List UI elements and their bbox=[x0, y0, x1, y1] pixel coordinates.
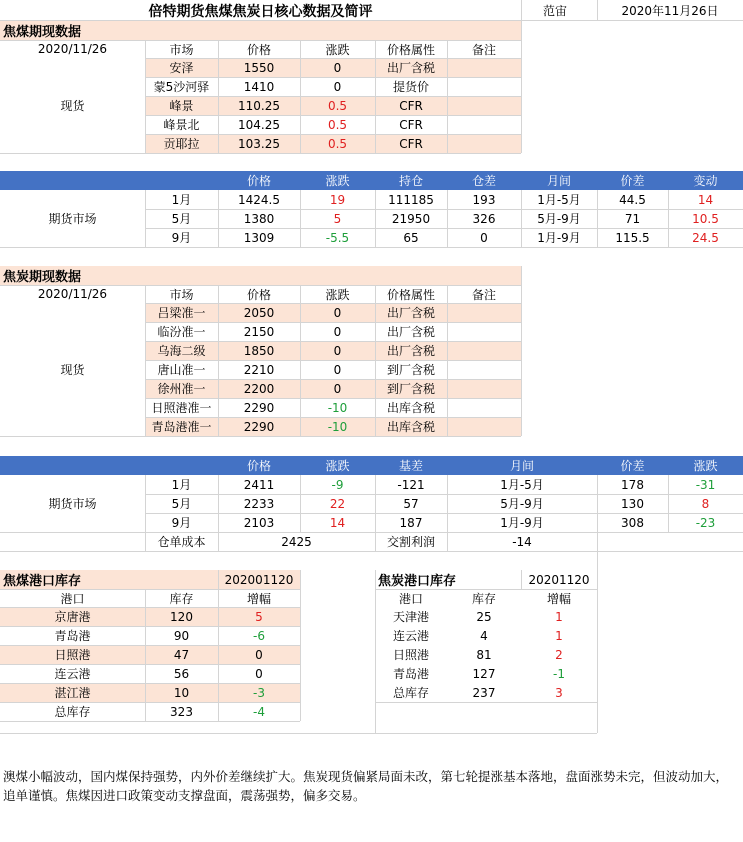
coal-port-col-change: 增幅 bbox=[246, 591, 271, 606]
coke-spot-market: 唐山准一 bbox=[157, 363, 206, 377]
coke-fut-change: 14 bbox=[329, 515, 346, 530]
grid-line bbox=[447, 285, 448, 436]
coke-port-name: 总库存 bbox=[392, 686, 429, 700]
coke-port-title: 焦炭港口库存 bbox=[378, 574, 457, 589]
coke-fut-price: 2233 bbox=[243, 496, 275, 511]
coke-fut-col-basis: 基差 bbox=[398, 459, 423, 473]
coke-spot-attr: 出厂含税 bbox=[386, 306, 435, 320]
coke-spot-section-title: 焦炭期现数据 bbox=[3, 270, 82, 285]
coke-spot-price: 2050 bbox=[243, 305, 275, 320]
coal-port-stock: 56 bbox=[173, 666, 190, 681]
coal-port-stock: 120 bbox=[170, 609, 193, 624]
coke-fut-basis: 57 bbox=[403, 496, 419, 511]
coke-fut-change: -9 bbox=[331, 477, 344, 492]
coke-port-col-port: 港口 bbox=[398, 591, 423, 606]
coal-spot-col-attr: 价格属性 bbox=[386, 42, 435, 57]
coke-spot-attr: 到厂含税 bbox=[386, 382, 435, 396]
grid-line bbox=[145, 475, 146, 551]
coke-fut-col-change: 涨跌 bbox=[325, 459, 350, 473]
grid-line bbox=[218, 40, 219, 153]
grid-line bbox=[0, 551, 743, 552]
coal-fut-spread-name: 1月-9月 bbox=[537, 231, 581, 245]
coke-fut-col-price: 价格 bbox=[246, 459, 271, 473]
coke-port-name: 日照港 bbox=[392, 648, 429, 662]
coke-port-change: 2 bbox=[555, 647, 563, 662]
coal-fut-col-spread-name: 月间 bbox=[546, 174, 571, 188]
coal-fut-spread: 115.5 bbox=[615, 230, 650, 245]
grid-line bbox=[145, 285, 146, 436]
coal-spot-change: 0 bbox=[333, 60, 342, 75]
coke-port-col-change: 增幅 bbox=[546, 591, 571, 606]
coal-fut-spread-change: 24.5 bbox=[692, 230, 719, 245]
coal-fut-price: 1380 bbox=[243, 211, 275, 226]
grid-line bbox=[300, 40, 301, 153]
coal-spot-attr: CFR bbox=[399, 136, 423, 151]
grid-line bbox=[145, 494, 743, 495]
coke-fut-basis: 187 bbox=[399, 515, 423, 530]
coal-spot-change: 0.5 bbox=[327, 98, 348, 113]
coke-spot-price: 2290 bbox=[243, 419, 275, 434]
coal-port-change: -3 bbox=[253, 685, 265, 700]
grid-line bbox=[375, 285, 376, 436]
coke-fut-basis: -121 bbox=[397, 477, 425, 492]
coal-fut-oi-change: 0 bbox=[480, 230, 488, 245]
coal-fut-col-spread-change: 变动 bbox=[693, 174, 718, 188]
coke-fut-spread-change: -31 bbox=[695, 477, 716, 492]
coke-spot-attr: 出厂含税 bbox=[386, 344, 435, 358]
coal-fut-oi: 111185 bbox=[388, 192, 434, 207]
coke-port-stock: 127 bbox=[472, 666, 496, 681]
coal-port-name: 日照港 bbox=[54, 648, 91, 662]
grid-line bbox=[0, 607, 300, 608]
coke-port-stock: 237 bbox=[472, 685, 496, 700]
grid-line bbox=[145, 341, 521, 342]
grid-line bbox=[447, 40, 448, 153]
coal-port-date: 202001120 bbox=[224, 572, 294, 587]
coal-port-name: 连云港 bbox=[54, 667, 91, 681]
grid-line bbox=[218, 475, 219, 551]
coal-fut-price: 1424.5 bbox=[238, 192, 280, 207]
author-name: 范宙 bbox=[543, 4, 568, 18]
title-sep-1 bbox=[521, 0, 522, 21]
delivery-profit-label: 交割利润 bbox=[386, 535, 435, 549]
coke-fut-spread: 130 bbox=[621, 496, 644, 511]
coke-spot-change: 0 bbox=[333, 305, 342, 320]
coal-port-change: -6 bbox=[253, 628, 265, 643]
coke-fut-spread: 308 bbox=[621, 515, 644, 530]
grid-line bbox=[0, 532, 743, 533]
grid-line bbox=[218, 190, 219, 247]
coke-port-stock: 4 bbox=[480, 628, 488, 643]
grid-line bbox=[521, 570, 522, 589]
grid-line bbox=[0, 626, 300, 627]
coke-spot-col-price: 价格 bbox=[246, 287, 271, 302]
coke-spot-market: 青岛港准一 bbox=[151, 420, 212, 434]
coal-spot-change: 0 bbox=[333, 79, 342, 94]
coal-fut-spread-name: 5月-9月 bbox=[537, 212, 581, 226]
grid-line bbox=[447, 190, 448, 247]
grid-line bbox=[145, 322, 521, 323]
grid-line bbox=[0, 589, 300, 590]
coal-fut-spread-change: 10.5 bbox=[692, 211, 719, 226]
coke-fut-price: 2103 bbox=[243, 515, 275, 530]
coal-spot-attr: 出厂含税 bbox=[386, 61, 435, 75]
grid-line bbox=[0, 40, 521, 41]
coal-fut-month: 5月 bbox=[171, 212, 192, 226]
coke-port-change: -1 bbox=[553, 666, 565, 681]
grid-line bbox=[375, 570, 376, 733]
coal-spot-market: 峰景北 bbox=[163, 118, 200, 132]
coke-port-name: 连云港 bbox=[392, 629, 429, 643]
coal-port-change: 5 bbox=[255, 609, 263, 624]
coal-spot-price: 1410 bbox=[243, 79, 275, 94]
grid-line bbox=[145, 589, 146, 721]
coal-port-change: 0 bbox=[255, 666, 263, 681]
grid-line bbox=[145, 190, 146, 247]
coal-spot-col-market: 市场 bbox=[169, 42, 194, 57]
coal-fut-month: 1月 bbox=[171, 193, 192, 207]
grid-line bbox=[145, 228, 743, 229]
coke-fut-price: 2411 bbox=[243, 477, 275, 492]
grid-line bbox=[145, 58, 521, 59]
grid-line bbox=[0, 247, 743, 248]
coke-port-stock: 25 bbox=[476, 609, 492, 624]
coal-port-title: 焦煤港口库存 bbox=[3, 574, 82, 589]
grid-line bbox=[145, 40, 146, 153]
coke-futures-label: 期货市场 bbox=[48, 497, 97, 511]
coke-spot-change: 0 bbox=[333, 381, 342, 396]
coal-spot-market: 贡耶拉 bbox=[163, 137, 200, 151]
coke-fut-month: 1月 bbox=[171, 478, 192, 492]
coke-spot-attr: 出库含税 bbox=[386, 401, 435, 415]
warehouse-cost-label: 仓单成本 bbox=[157, 535, 206, 549]
coal-fut-price: 1309 bbox=[243, 230, 275, 245]
grid-line bbox=[145, 134, 521, 135]
coke-port-stock: 81 bbox=[476, 647, 492, 662]
grid-line bbox=[668, 190, 669, 247]
coke-spot-change: -10 bbox=[327, 400, 348, 415]
coal-fut-spread-change: 14 bbox=[697, 192, 714, 207]
coke-spot-attr: 出厂含税 bbox=[386, 325, 435, 339]
coal-spot-price: 1550 bbox=[243, 60, 275, 75]
coal-port-stock: 47 bbox=[173, 647, 190, 662]
coke-port-name: 天津港 bbox=[392, 610, 429, 624]
coke-spot-change: -10 bbox=[327, 419, 348, 434]
coke-spot-change: 0 bbox=[333, 343, 342, 358]
grid-line bbox=[145, 513, 743, 514]
coal-port-change: 0 bbox=[255, 647, 263, 662]
grid-line bbox=[375, 475, 376, 551]
grid-line bbox=[0, 721, 300, 722]
coke-spot-attr: 到厂含税 bbox=[386, 363, 435, 377]
coal-futures-label: 期货市场 bbox=[48, 212, 97, 226]
coal-fut-oi-change: 193 bbox=[472, 192, 496, 207]
coke-fut-spread: 178 bbox=[621, 477, 644, 492]
coke-spot-col-change: 涨跌 bbox=[325, 287, 350, 302]
coke-fut-spread-name: 1月-9月 bbox=[500, 516, 544, 530]
coke-port-change: 3 bbox=[555, 685, 563, 700]
grid-line bbox=[218, 570, 219, 721]
coal-fut-oi-change: 326 bbox=[472, 211, 496, 226]
coke-port-col-stock: 库存 bbox=[471, 591, 496, 606]
coke-spot-attr: 出库含税 bbox=[386, 420, 435, 434]
coal-port-stock: 90 bbox=[173, 628, 190, 643]
grid-line bbox=[375, 40, 376, 153]
grid-line bbox=[375, 190, 376, 247]
grid-line bbox=[521, 21, 522, 153]
coal-fut-spread: 44.5 bbox=[619, 192, 646, 207]
grid-line bbox=[145, 417, 521, 418]
delivery-profit-value: -14 bbox=[512, 534, 532, 549]
coal-spot-col-note: 备注 bbox=[471, 42, 496, 57]
coke-port-name: 青岛港 bbox=[392, 667, 429, 681]
grid-line bbox=[521, 266, 522, 436]
coal-fut-col-oi-change: 仓差 bbox=[471, 174, 496, 188]
grid-line bbox=[145, 398, 521, 399]
coal-fut-oi: 21950 bbox=[391, 211, 431, 226]
grid-line bbox=[0, 702, 300, 703]
coke-spot-price: 2210 bbox=[243, 362, 275, 377]
coke-spot-market: 徐州准一 bbox=[157, 382, 206, 396]
coal-port-name: 总库存 bbox=[54, 705, 91, 719]
coke-spot-market: 乌海二级 bbox=[157, 344, 206, 358]
page-title: 倍特期货焦煤焦炭日核心数据及简评 bbox=[148, 3, 373, 20]
warehouse-cost-value: 2425 bbox=[281, 534, 312, 549]
coke-port-change: 1 bbox=[555, 609, 563, 624]
coke-fut-spread-change: 8 bbox=[701, 496, 710, 511]
coke-fut-spread-name: 1月-5月 bbox=[500, 478, 544, 492]
grid-line bbox=[597, 190, 598, 247]
coal-spot-market: 安泽 bbox=[169, 61, 194, 75]
coal-port-col-stock: 库存 bbox=[169, 591, 194, 606]
grid-line bbox=[0, 733, 597, 734]
coal-fut-col-spread: 价差 bbox=[620, 174, 645, 188]
coke-port-date: 20201120 bbox=[528, 572, 590, 587]
coke-spot-price: 2290 bbox=[243, 400, 275, 415]
coke-spot-label: 现货 bbox=[60, 363, 85, 377]
coal-spot-attr: 提货价 bbox=[392, 80, 429, 94]
coke-spot-date: 2020/11/26 bbox=[37, 287, 108, 301]
coal-port-change: -4 bbox=[253, 704, 265, 719]
coal-spot-market: 峰景 bbox=[169, 99, 194, 113]
coal-port-stock: 323 bbox=[170, 704, 193, 719]
grid-line bbox=[145, 96, 521, 97]
coke-spot-market: 临汾准一 bbox=[157, 325, 206, 339]
grid-line bbox=[597, 475, 598, 551]
grid-line bbox=[668, 475, 669, 532]
coke-spot-col-market: 市场 bbox=[169, 287, 194, 302]
coal-port-col-port: 港口 bbox=[60, 591, 85, 606]
grid-line bbox=[145, 77, 521, 78]
coal-fut-month: 9月 bbox=[171, 231, 192, 245]
coal-fut-change: 5 bbox=[333, 211, 342, 226]
coke-spot-market: 日照港准一 bbox=[151, 401, 212, 415]
coke-spot-col-note: 备注 bbox=[471, 287, 496, 302]
grid-line bbox=[300, 570, 301, 721]
coke-spot-price: 2150 bbox=[243, 324, 275, 339]
grid-line bbox=[218, 285, 219, 436]
coke-fut-col-spread-change: 涨跌 bbox=[693, 459, 718, 473]
coal-spot-date: 2020/11/26 bbox=[37, 42, 108, 56]
coal-spot-change: 0.5 bbox=[327, 117, 348, 132]
grid-line bbox=[597, 551, 598, 733]
coal-port-name: 湛江港 bbox=[54, 686, 91, 700]
coal-spot-col-price: 价格 bbox=[246, 42, 271, 57]
coke-fut-change: 22 bbox=[329, 496, 346, 511]
coke-fut-month: 9月 bbox=[171, 516, 192, 530]
grid-line bbox=[521, 190, 522, 247]
coal-spot-price: 110.25 bbox=[238, 98, 280, 113]
coke-spot-price: 2200 bbox=[243, 381, 275, 396]
grid-line bbox=[300, 190, 301, 247]
grid-line bbox=[145, 303, 521, 304]
grid-line bbox=[300, 475, 301, 532]
coal-fut-col-price: 价格 bbox=[246, 174, 271, 188]
coal-port-name: 京唐港 bbox=[54, 610, 91, 624]
coal-spot-label: 现货 bbox=[60, 99, 85, 113]
coal-spot-attr: CFR bbox=[399, 117, 423, 132]
coal-port-name: 青岛港 bbox=[54, 629, 91, 643]
grid-line bbox=[145, 379, 521, 380]
coal-spot-price: 104.25 bbox=[238, 117, 280, 132]
title-sep-2 bbox=[597, 0, 598, 21]
coal-spot-section-title: 焦煤期现数据 bbox=[3, 25, 82, 40]
coal-fut-col-oi: 持仓 bbox=[398, 174, 423, 188]
coal-spot-market: 蒙5沙河驿 bbox=[153, 80, 210, 94]
grid-line bbox=[447, 475, 448, 551]
coke-spot-col-attr: 价格属性 bbox=[386, 287, 435, 302]
coal-fut-spread: 71 bbox=[624, 211, 641, 226]
report-date: 2020年11月26日 bbox=[621, 4, 719, 18]
coke-spot-market: 吕梁准一 bbox=[157, 306, 206, 320]
grid-line bbox=[145, 115, 521, 116]
grid-line bbox=[300, 285, 301, 436]
coke-fut-spread-change: -23 bbox=[695, 515, 716, 530]
grid-line bbox=[0, 664, 300, 665]
coal-fut-spread-name: 1月-5月 bbox=[537, 193, 581, 207]
grid-line bbox=[0, 645, 300, 646]
coal-fut-col-change: 涨跌 bbox=[325, 174, 350, 188]
grid-line bbox=[145, 360, 521, 361]
coke-spot-change: 0 bbox=[333, 362, 342, 377]
coke-fut-col-spread-name: 月间 bbox=[509, 459, 534, 473]
coke-spot-change: 0 bbox=[333, 324, 342, 339]
coke-fut-spread-name: 5月-9月 bbox=[500, 497, 544, 511]
coal-port-stock: 10 bbox=[173, 685, 190, 700]
coal-spot-col-change: 涨跌 bbox=[325, 42, 350, 57]
grid-line bbox=[0, 436, 521, 437]
market-commentary: 澳煤小幅波动，国内煤保持强势，内外价差继续扩大。焦炭现货偏紧局面未改，第七轮提涨基本落地，盘面涨势未完，但波动加大，追单谨慎。焦煤因进口政策变动支撑盘面，震荡强势，偏多交易。 bbox=[3, 769, 729, 803]
grid-line bbox=[0, 683, 300, 684]
grid-line bbox=[375, 702, 597, 703]
coal-spot-price: 103.25 bbox=[238, 136, 280, 151]
grid-line bbox=[145, 209, 743, 210]
coal-fut-change: -5.5 bbox=[325, 230, 350, 245]
grid-line bbox=[375, 589, 597, 590]
coal-spot-change: 0.5 bbox=[327, 136, 348, 151]
coal-spot-attr: CFR bbox=[399, 98, 423, 113]
coke-fut-month: 5月 bbox=[171, 497, 192, 511]
grid-line bbox=[0, 153, 521, 154]
coal-fut-change: 19 bbox=[329, 192, 346, 207]
coke-fut-col-spread: 价差 bbox=[620, 459, 645, 473]
coke-port-change: 1 bbox=[555, 628, 563, 643]
coal-fut-oi: 65 bbox=[403, 230, 419, 245]
grid-line bbox=[0, 285, 521, 286]
coke-spot-price: 1850 bbox=[243, 343, 275, 358]
